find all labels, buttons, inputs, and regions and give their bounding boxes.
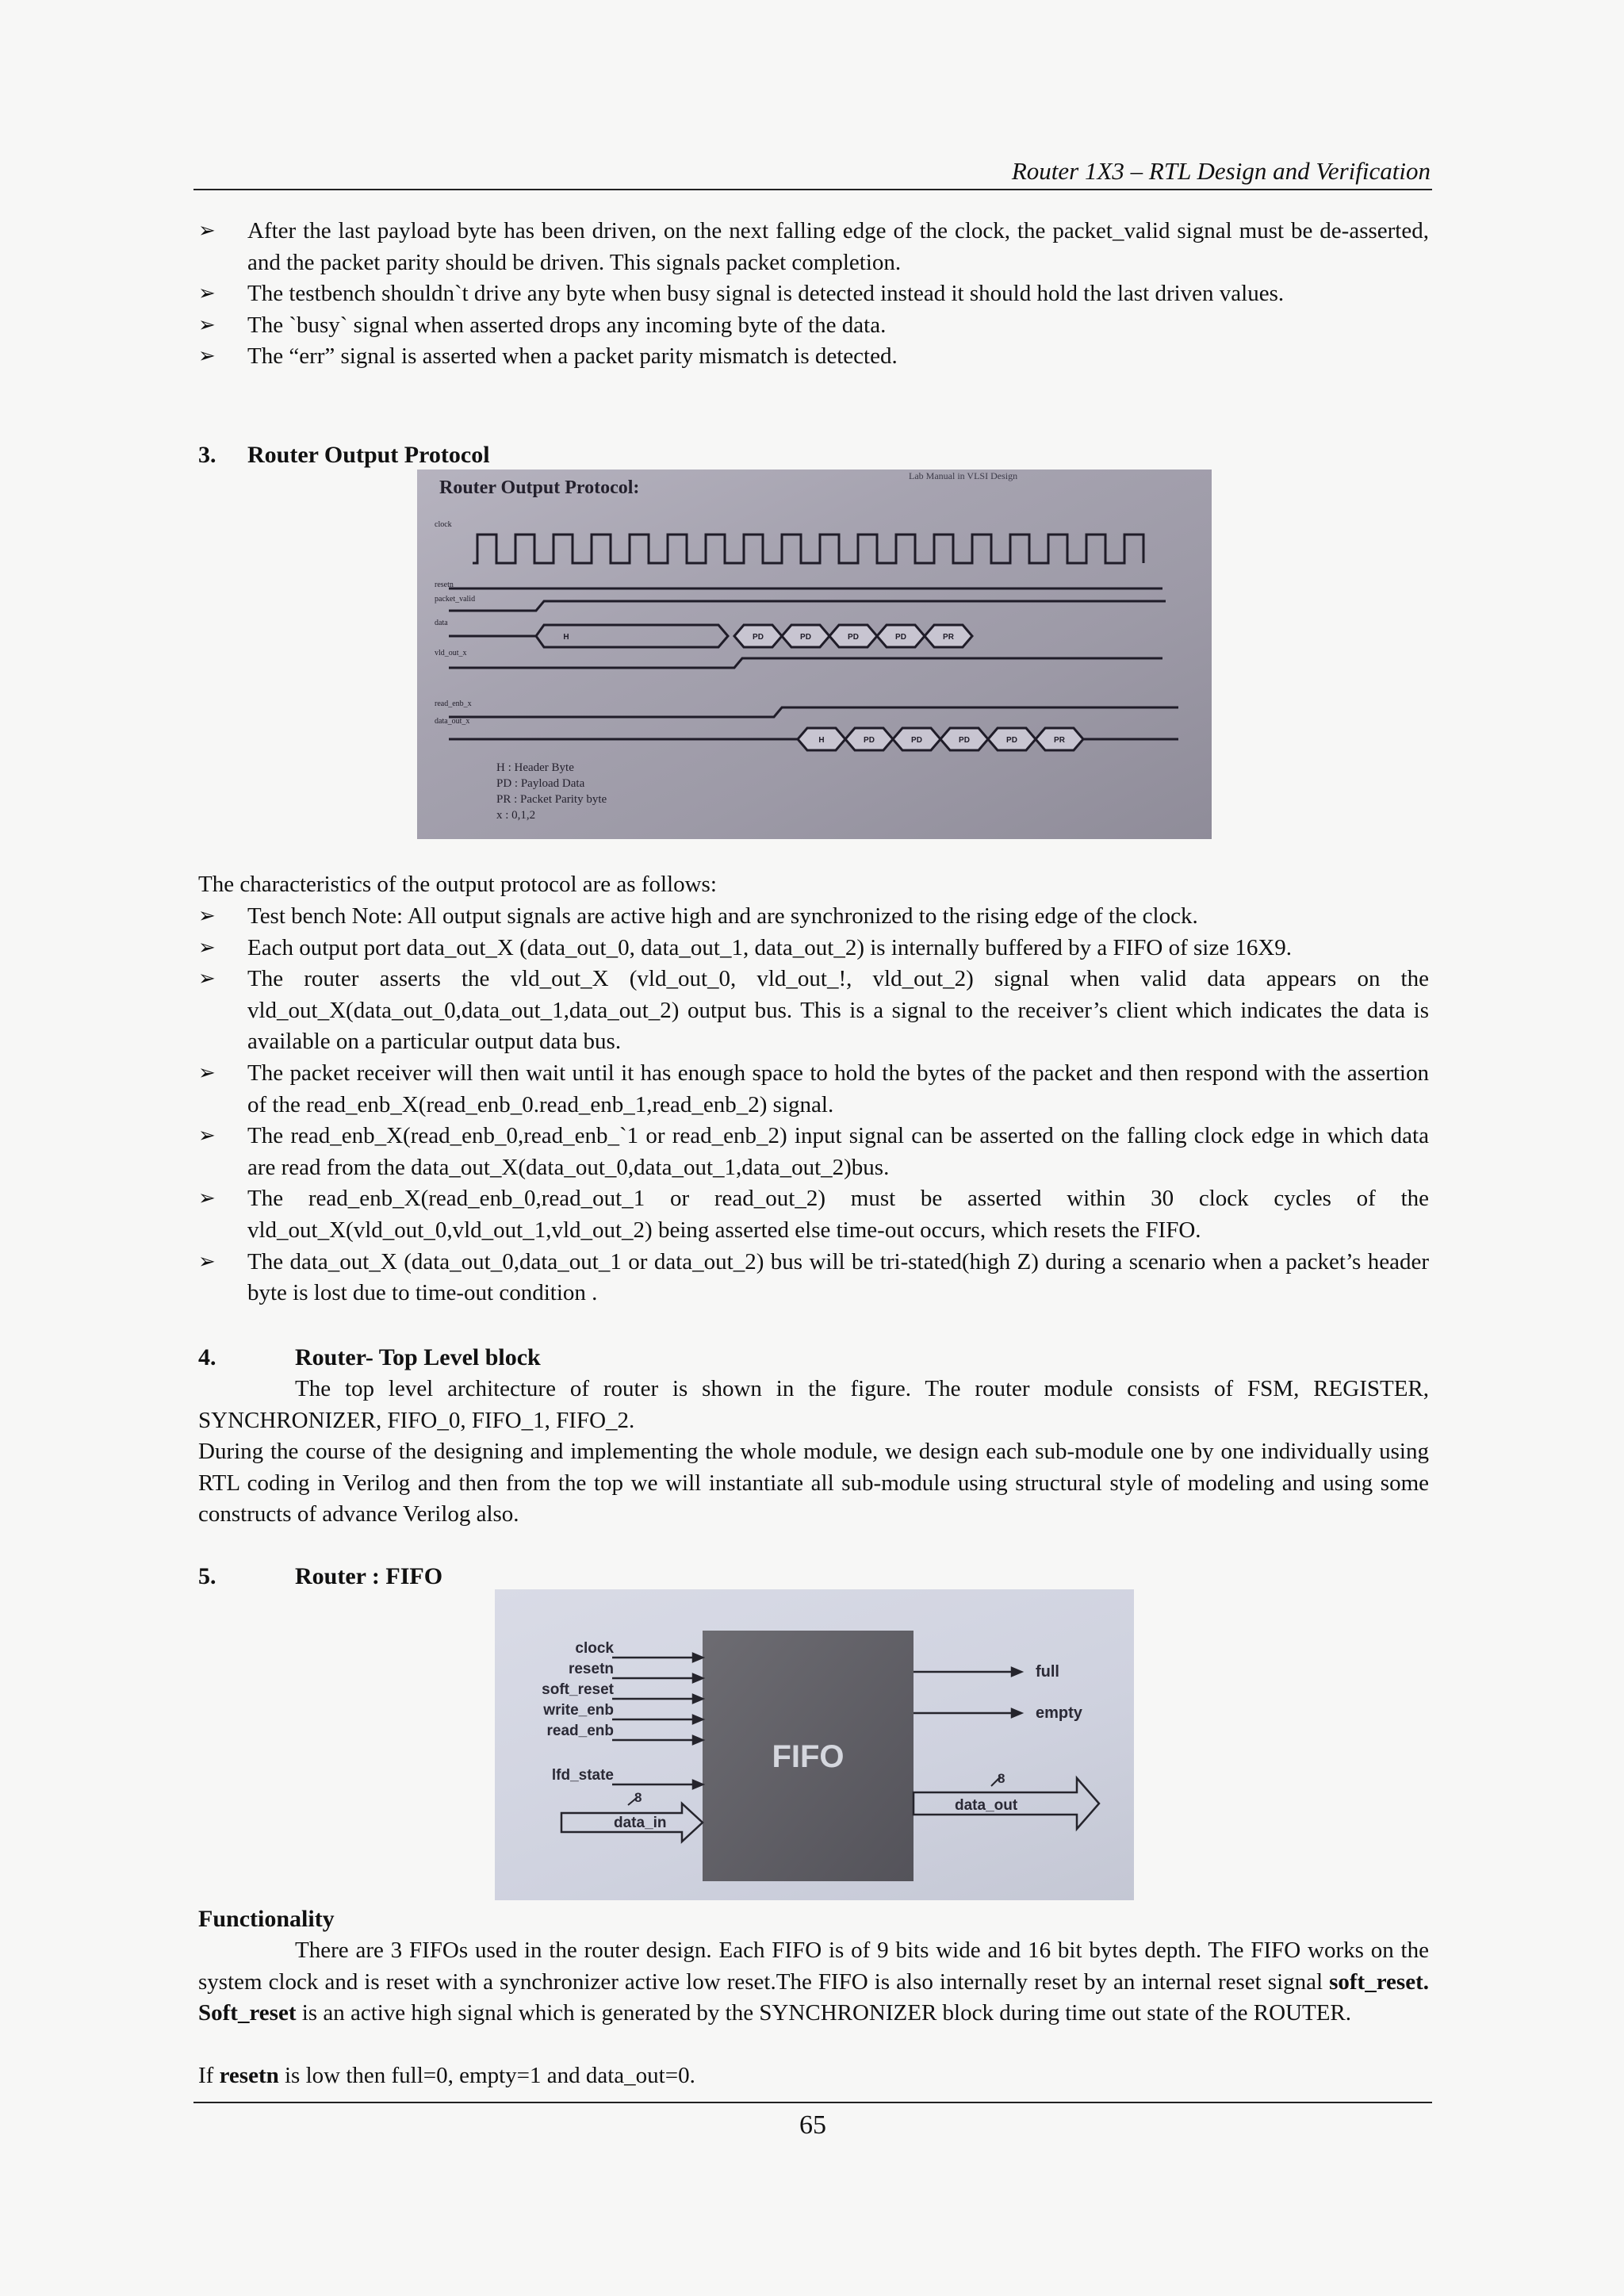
out-byte-label: PD xyxy=(864,736,875,745)
out-byte-label: PR xyxy=(1054,736,1065,745)
fifo-block-diagram xyxy=(495,1589,1134,1900)
out-byte-label: H xyxy=(818,736,825,745)
signal-label-packet-valid: packet_valid xyxy=(435,595,476,604)
bullet-item: ➢ The `busy` signal when asserted drops any incoming byte of the data. xyxy=(198,310,1429,342)
data-byte-label: PD xyxy=(800,633,811,642)
section-4-paragraph-2: During the course of the designing and implementing the whole module, we design each sub-module one by one individually using RTL coding in Verilog and then from the top we will instantiate all sub-module using structural style of modeling and using some constructs of advance Verilog also. xyxy=(198,1439,1429,1527)
legend-header: H : Header Byte xyxy=(496,761,574,774)
arrow-bullet-icon: ➢ xyxy=(198,219,216,243)
bullet-item: ➢ The testbench shouldn`t drive any byte when busy signal is detected instead it should hold the last driven values. xyxy=(198,278,1429,310)
input-label-soft-reset: soft_reset xyxy=(542,1681,614,1698)
signal-label-data: data xyxy=(435,619,448,627)
arrow-bullet-icon: ➢ xyxy=(198,967,216,991)
bullet-item: ➢ The read_enb_X(read_enb_0,read_out_1 or read_out_2) must be asserted within 30 clock cycles of the vld_out_X(vld_out_0,vld_out_1,vld_out_2) being asserted else time-out occurs, which resets the FIFO. xyxy=(198,1183,1429,1246)
arrow-bullet-icon: ➢ xyxy=(198,1249,216,1274)
signal-label-vld-out: vld_out_x xyxy=(435,649,467,657)
arrow-bullet-icon: ➢ xyxy=(198,1060,216,1085)
data-out-label: data_out xyxy=(955,1797,1018,1814)
bullet-item: ➢ Each output port data_out_X (data_out_0, data_out_1, data_out_2) is internally buffered by a FIFO of size 16X9. xyxy=(198,933,1429,964)
data-bus-waveform xyxy=(449,625,728,647)
signal-label-read-enb: read_enb_x xyxy=(435,700,472,708)
bullet-item: ➢ After the last payload byte has been driven, on the next falling edge of the clock, the packet_valid signal must be de-asserted, and the packet parity should be driven. This signals packet completion. xyxy=(198,216,1429,278)
arrow-bullet-icon: ➢ xyxy=(198,1186,216,1211)
data-byte-label: PD xyxy=(895,633,906,642)
bullet-item: ➢ Test bench Note: All output signals are active high and are synchronized to the rising edge of the clock. xyxy=(198,901,1429,933)
fifo-output-arrows xyxy=(914,1668,1021,1717)
arrow-bullet-icon: ➢ xyxy=(198,282,216,306)
bullet-item: ➢ The router asserts the vld_out_X (vld_out_0, vld_out_!, vld_out_2) signal when valid data appears on the vld_out_X(data_out_0,data_out_1,data_out_2) output bus. This is a signal to the receiver’s client which indicates the data is available on a particular output data bus. xyxy=(198,964,1429,1058)
data-byte-label: PR xyxy=(943,633,954,642)
data-out-width: 8 xyxy=(998,1771,1005,1786)
header-rule xyxy=(193,189,1432,190)
input-label-write-enb: write_enb xyxy=(543,1702,614,1719)
arrow-bullet-icon: ➢ xyxy=(198,904,216,928)
bullet-item: ➢ The packet receiver will then wait until it has enough space to hold the bytes of the packet and then respond with the assertion of the read_enb_X(read_enb_0.read_enb_1,read_enb_2) signal. xyxy=(198,1058,1429,1121)
functionality-paragraph: There are 3 FIFOs used in the router design. Each FIFO is of 9 bits wide and 16 bit bytes depth. The FIFO works on the system clock and is reset with a synchronizer active low reset.The FIFO is also internally reset by an internal reset signal soft_reset. Soft_reset is an active high signal which is generated by the SYNCHRONIZER block during time out state of the ROUTER. xyxy=(198,1938,1429,2026)
section-4-paragraph-1: The top level architecture of router is shown in the figure. The router module consists of FSM, REGISTER, SYNCHRONIZER, FIFO_0, FIFO_1, FIFO_2. xyxy=(198,1376,1429,1433)
data-byte-label: PD xyxy=(753,633,764,642)
page-number: 65 xyxy=(799,2110,826,2140)
arrow-bullet-icon: ➢ xyxy=(198,1124,216,1148)
output-label-full: full xyxy=(1036,1663,1059,1681)
input-label-resetn: resetn xyxy=(568,1661,614,1677)
running-header: Router 1X3 – RTL Design and Verification xyxy=(1011,157,1431,185)
legend-parity: PR : Packet Parity byte xyxy=(496,793,607,806)
out-byte-label: PD xyxy=(1006,736,1017,745)
data-in-label: data_in xyxy=(614,1815,667,1831)
fifo-input-arrows xyxy=(612,1654,703,1788)
data-header-label: H xyxy=(563,633,569,642)
input-label-clock: clock xyxy=(575,1640,614,1657)
output-protocol-bullets xyxy=(198,901,1429,1309)
data-out-bytes xyxy=(798,728,1083,750)
section-5-heading: 5. Router : FIFO xyxy=(198,1563,443,1589)
arrow-bullet-icon: ➢ xyxy=(198,935,216,960)
bullet-item: ➢ The data_out_X (data_out_0,data_out_1 or data_out_2) bus will be tri-stated(high Z) during a scenario when a packet’s header byte is lost due to time-out condition . xyxy=(198,1247,1429,1309)
figure-title: Router Output Protocol: xyxy=(439,477,640,498)
section-3-heading: 3. Router Output Protocol xyxy=(198,442,490,468)
fifo-block-label: FIFO xyxy=(772,1739,845,1774)
figure-corner-text: Lab Manual in VLSI Design xyxy=(909,470,1018,481)
fifo-diagram-svg xyxy=(495,1589,1134,1900)
output-protocol-timing-diagram xyxy=(417,470,1212,839)
signal-label-resetn: resetn xyxy=(435,581,454,589)
timing-diagram-svg xyxy=(417,470,1212,839)
out-byte-label: PD xyxy=(959,736,970,745)
data-in-width: 8 xyxy=(634,1790,642,1805)
arrow-bullet-icon: ➢ xyxy=(198,312,216,337)
clock-waveform xyxy=(473,535,1143,563)
reset-condition-line: If resetn is low then full=0, empty=1 and data_out=0. xyxy=(198,2063,695,2088)
packet-valid-waveform xyxy=(449,601,1166,611)
bullet-item: ➢ The read_enb_X(read_enb_0,read_enb_`1 or read_enb_2) input signal can be asserted on the falling clock edge in which data are read from the data_out_X(data_out_0,data_out_1,data_out_2)bus. xyxy=(198,1121,1429,1183)
functionality-heading: Functionality xyxy=(198,1906,335,1932)
input-label-lfd-state: lfd_state xyxy=(551,1767,614,1784)
signal-label-clock: clock xyxy=(435,520,452,529)
data-byte-label: PD xyxy=(848,633,859,642)
read-enb-waveform xyxy=(449,707,1178,717)
protocol-bullets-top xyxy=(198,216,1429,373)
output-protocol-intro: The characteristics of the output protocol are as follows: xyxy=(198,872,717,897)
legend-index: x : 0,1,2 xyxy=(496,809,536,822)
bullet-item: ➢ The “err” signal is asserted when a packet parity mismatch is detected. xyxy=(198,341,1429,373)
out-byte-label: PD xyxy=(911,736,922,745)
figure-legend xyxy=(496,761,607,822)
input-label-read-enb: read_enb xyxy=(546,1723,614,1739)
arrow-bullet-icon: ➢ xyxy=(198,344,216,369)
footer-rule xyxy=(193,2102,1432,2103)
legend-payload: PD : Payload Data xyxy=(496,777,585,790)
signal-label-data-out: data_out_x xyxy=(435,717,470,726)
section-4-heading: 4. Router- Top Level block xyxy=(198,1344,541,1370)
output-label-empty: empty xyxy=(1036,1704,1082,1722)
vld-out-waveform xyxy=(449,658,1162,668)
